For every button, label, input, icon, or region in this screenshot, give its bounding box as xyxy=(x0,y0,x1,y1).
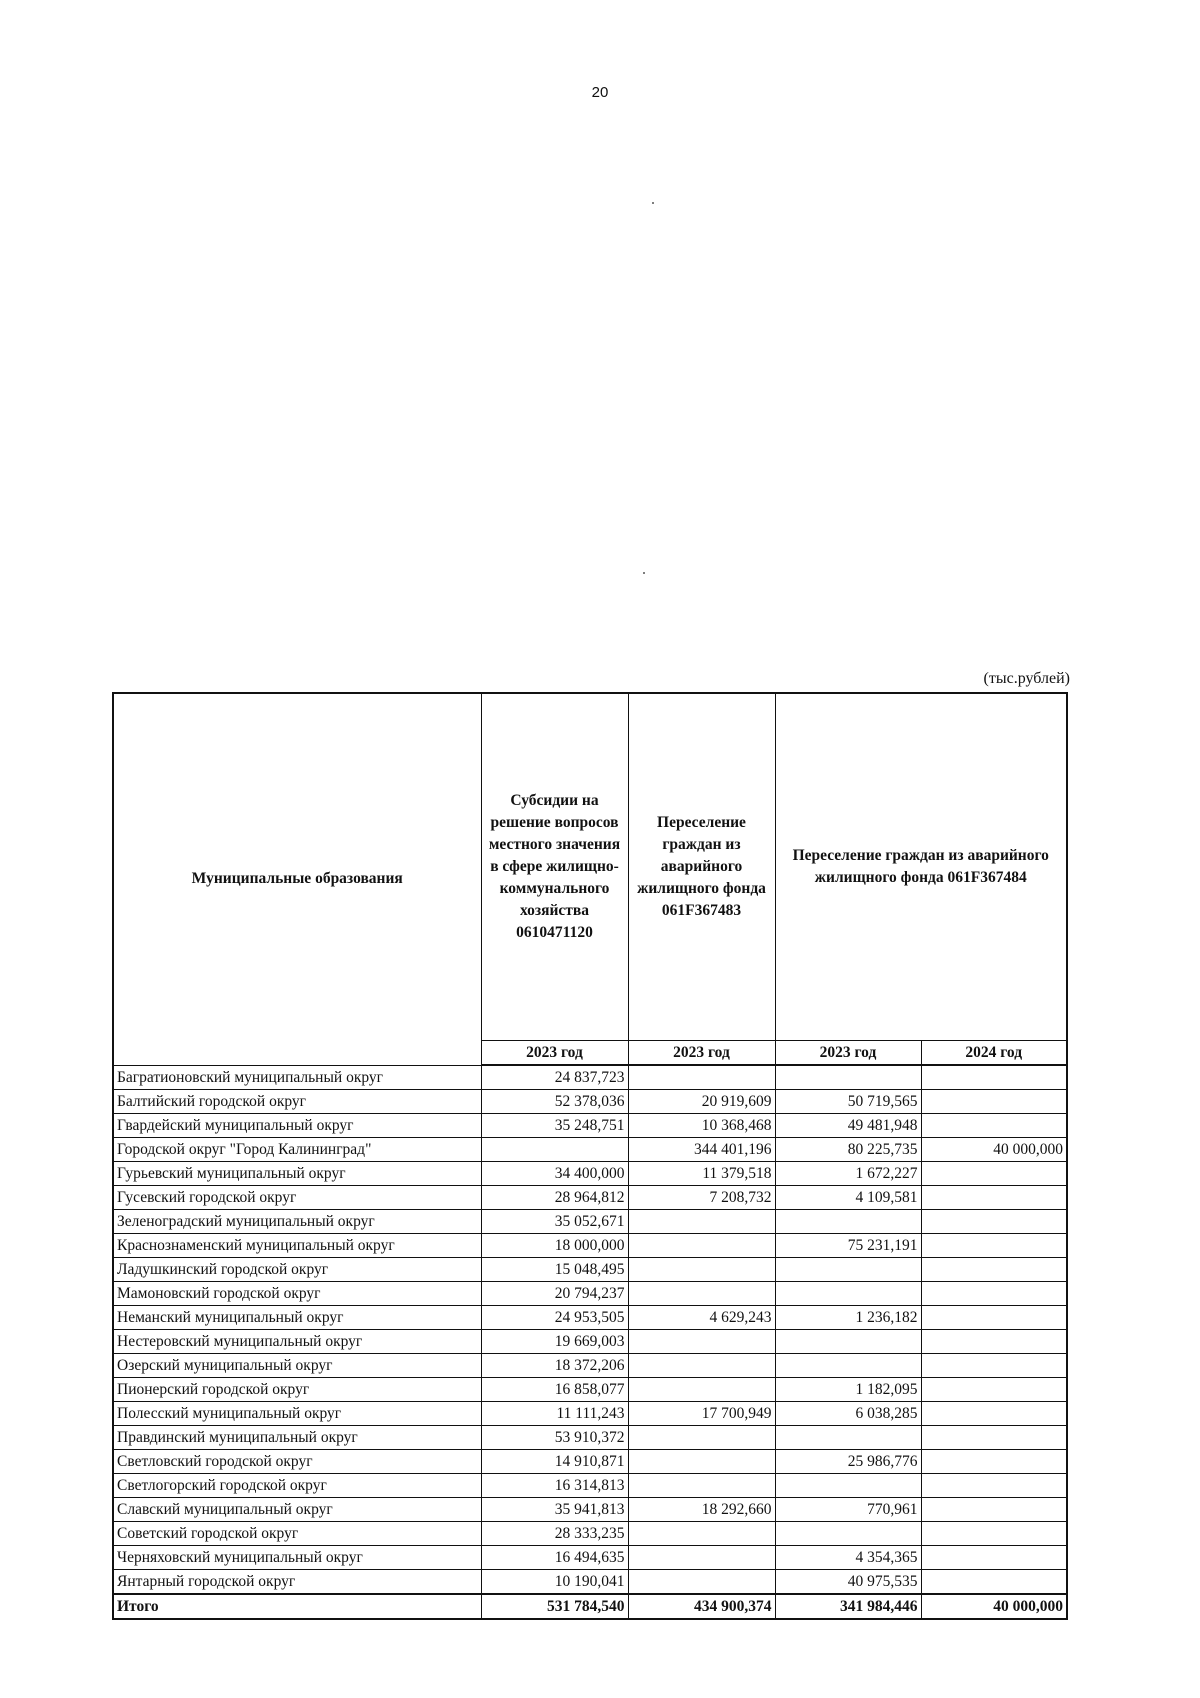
amount-cell xyxy=(775,1426,921,1450)
table-row xyxy=(113,1090,1067,1114)
table-row xyxy=(113,1186,1067,1210)
amount-cell xyxy=(775,1065,921,1090)
amount-cell xyxy=(921,1114,1067,1138)
units-label: (тыс.рублей) xyxy=(983,670,1070,687)
amount-cell: 25 986,776 xyxy=(775,1450,921,1474)
amount-cell: 10 368,468 xyxy=(628,1114,775,1138)
scan-speck xyxy=(652,202,654,204)
amount-cell xyxy=(628,1378,775,1402)
amount-cell xyxy=(921,1570,1067,1595)
amount-cell xyxy=(921,1354,1067,1378)
municipality-name: Правдинский муниципальный округ xyxy=(113,1426,481,1450)
amount-cell: 20 919,609 xyxy=(628,1090,775,1114)
total-amount-cell: 434 900,374 xyxy=(628,1594,775,1619)
amount-cell xyxy=(775,1258,921,1282)
amount-cell: 4 354,365 xyxy=(775,1546,921,1570)
table-row xyxy=(113,1570,1067,1595)
header-housing-subsidy: Субсидии на решение вопросов местного значения в сфере жилищно-коммунального хозяйства 0610471120 xyxy=(481,693,628,1041)
municipality-name: Гвардейский муниципальный округ xyxy=(113,1114,481,1138)
amount-cell xyxy=(921,1162,1067,1186)
page-number: 20 xyxy=(591,84,609,101)
amount-cell: 35 248,751 xyxy=(481,1114,628,1138)
table-row xyxy=(113,1378,1067,1402)
amount-cell xyxy=(628,1210,775,1234)
table-row xyxy=(113,1282,1067,1306)
amount-cell xyxy=(481,1138,628,1162)
amount-cell: 16 494,635 xyxy=(481,1546,628,1570)
amount-cell xyxy=(921,1282,1067,1306)
table-row xyxy=(113,1306,1067,1330)
amount-cell xyxy=(921,1306,1067,1330)
amount-cell: 40 000,000 xyxy=(921,1138,1067,1162)
amount-cell xyxy=(921,1474,1067,1498)
table-row xyxy=(113,1114,1067,1138)
table-row xyxy=(113,1354,1067,1378)
amount-cell: 35 941,813 xyxy=(481,1498,628,1522)
municipality-name: Гурьевский муниципальный округ xyxy=(113,1162,481,1186)
table-row xyxy=(113,1258,1067,1282)
amount-cell xyxy=(775,1354,921,1378)
amount-cell: 49 481,948 xyxy=(775,1114,921,1138)
year-header: 2023 год xyxy=(481,1041,628,1066)
amount-cell: 50 719,565 xyxy=(775,1090,921,1114)
amount-cell xyxy=(775,1210,921,1234)
amount-cell: 770,961 xyxy=(775,1498,921,1522)
municipality-name: Ладушкинский городской округ xyxy=(113,1258,481,1282)
total-amount-cell: 341 984,446 xyxy=(775,1594,921,1619)
amount-cell xyxy=(628,1065,775,1090)
table-row xyxy=(113,1138,1067,1162)
amount-cell: 75 231,191 xyxy=(775,1234,921,1258)
amount-cell: 52 378,036 xyxy=(481,1090,628,1114)
amount-cell: 28 964,812 xyxy=(481,1186,628,1210)
amount-cell xyxy=(628,1522,775,1546)
amount-cell: 1 672,227 xyxy=(775,1162,921,1186)
municipality-name: Светловский городской округ xyxy=(113,1450,481,1474)
amount-cell xyxy=(921,1522,1067,1546)
amount-cell: 80 225,735 xyxy=(775,1138,921,1162)
table-row xyxy=(113,1546,1067,1570)
amount-cell: 1 236,182 xyxy=(775,1306,921,1330)
amount-cell: 53 910,372 xyxy=(481,1426,628,1450)
amount-cell xyxy=(628,1282,775,1306)
amount-cell: 4 629,243 xyxy=(628,1306,775,1330)
amount-cell: 7 208,732 xyxy=(628,1186,775,1210)
total-amount-cell: 531 784,540 xyxy=(481,1594,628,1619)
amount-cell xyxy=(628,1426,775,1450)
municipality-name: Советский городской округ xyxy=(113,1522,481,1546)
table-row xyxy=(113,1426,1067,1450)
amount-cell xyxy=(628,1474,775,1498)
table-row xyxy=(113,1210,1067,1234)
amount-cell xyxy=(628,1258,775,1282)
municipality-name: Гусевский городской округ xyxy=(113,1186,481,1210)
municipality-name: Мамоновский городской округ xyxy=(113,1282,481,1306)
municipality-name: Озерский муниципальный округ xyxy=(113,1354,481,1378)
amount-cell xyxy=(921,1090,1067,1114)
subsidy-table xyxy=(112,692,1068,1620)
amount-cell xyxy=(775,1330,921,1354)
amount-cell: 11 379,518 xyxy=(628,1162,775,1186)
amount-cell: 16 858,077 xyxy=(481,1378,628,1402)
amount-cell: 11 111,243 xyxy=(481,1402,628,1426)
amount-cell xyxy=(775,1474,921,1498)
amount-cell xyxy=(921,1234,1067,1258)
amount-cell: 10 190,041 xyxy=(481,1570,628,1595)
table-row xyxy=(113,1234,1067,1258)
amount-cell xyxy=(921,1546,1067,1570)
municipality-name: Пионерский городской округ xyxy=(113,1378,481,1402)
year-header: 2024 год xyxy=(921,1041,1067,1066)
municipality-name: Нестеровский муниципальный округ xyxy=(113,1330,481,1354)
amount-cell xyxy=(628,1330,775,1354)
year-header: 2023 год xyxy=(628,1041,775,1066)
municipality-name: Багратионовский муниципальный округ xyxy=(113,1065,481,1090)
amount-cell: 16 314,813 xyxy=(481,1474,628,1498)
amount-cell xyxy=(628,1546,775,1570)
amount-cell xyxy=(921,1186,1067,1210)
total-amount-cell: 40 000,000 xyxy=(921,1594,1067,1619)
municipality-name: Янтарный городской округ xyxy=(113,1570,481,1595)
amount-cell xyxy=(775,1522,921,1546)
amount-cell xyxy=(921,1378,1067,1402)
amount-cell: 34 400,000 xyxy=(481,1162,628,1186)
table-row xyxy=(113,1330,1067,1354)
amount-cell xyxy=(921,1402,1067,1426)
municipality-name: Светлогорский городской округ xyxy=(113,1474,481,1498)
table-row xyxy=(113,1474,1067,1498)
scan-speck xyxy=(643,572,645,574)
amount-cell xyxy=(921,1065,1067,1090)
municipality-name: Славский муниципальный округ xyxy=(113,1498,481,1522)
amount-cell xyxy=(921,1330,1067,1354)
amount-cell: 24 837,723 xyxy=(481,1065,628,1090)
amount-cell xyxy=(775,1282,921,1306)
amount-cell: 18 372,206 xyxy=(481,1354,628,1378)
amount-cell: 19 669,003 xyxy=(481,1330,628,1354)
municipality-name: Зеленоградский муниципальный округ xyxy=(113,1210,481,1234)
year-header: 2023 год xyxy=(775,1041,921,1066)
amount-cell xyxy=(921,1498,1067,1522)
amount-cell: 40 975,535 xyxy=(775,1570,921,1595)
municipality-name: Полесский муниципальный округ xyxy=(113,1402,481,1426)
table-row xyxy=(113,1498,1067,1522)
amount-cell: 17 700,949 xyxy=(628,1402,775,1426)
amount-cell xyxy=(628,1354,775,1378)
amount-cell: 15 048,495 xyxy=(481,1258,628,1282)
amount-cell xyxy=(628,1450,775,1474)
table-row xyxy=(113,1450,1067,1474)
table-row xyxy=(113,1522,1067,1546)
amount-cell xyxy=(921,1258,1067,1282)
header-resettlement-483: Переселение граждан из аварийного жилищного фонда 061F367483 xyxy=(628,693,775,1041)
amount-cell: 344 401,196 xyxy=(628,1138,775,1162)
total-label: Итого xyxy=(113,1594,481,1619)
amount-cell: 20 794,237 xyxy=(481,1282,628,1306)
municipality-name: Краснознаменский муниципальный округ xyxy=(113,1234,481,1258)
amount-cell: 28 333,235 xyxy=(481,1522,628,1546)
table-header-row xyxy=(113,693,1067,1041)
municipality-name: Балтийский городской округ xyxy=(113,1090,481,1114)
municipality-name: Неманский муниципальный округ xyxy=(113,1306,481,1330)
amount-cell xyxy=(628,1234,775,1258)
amount-cell: 6 038,285 xyxy=(775,1402,921,1426)
amount-cell xyxy=(921,1450,1067,1474)
amount-cell: 1 182,095 xyxy=(775,1378,921,1402)
amount-cell: 24 953,505 xyxy=(481,1306,628,1330)
amount-cell: 4 109,581 xyxy=(775,1186,921,1210)
table-row xyxy=(113,1065,1067,1090)
header-municipality: Муниципальные образования xyxy=(113,693,481,1065)
amount-cell: 35 052,671 xyxy=(481,1210,628,1234)
amount-cell: 18 292,660 xyxy=(628,1498,775,1522)
amount-cell: 18 000,000 xyxy=(481,1234,628,1258)
amount-cell xyxy=(921,1426,1067,1450)
amount-cell xyxy=(921,1210,1067,1234)
municipality-name: Городской округ "Город Калининград" xyxy=(113,1138,481,1162)
total-row xyxy=(113,1594,1067,1619)
table-row xyxy=(113,1162,1067,1186)
municipality-name: Черняховский муниципальный округ xyxy=(113,1546,481,1570)
table-row xyxy=(113,1402,1067,1426)
header-resettlement-484: Переселение граждан из аварийного жилищного фонда 061F367484 xyxy=(775,693,1067,1041)
amount-cell: 14 910,871 xyxy=(481,1450,628,1474)
amount-cell xyxy=(628,1570,775,1595)
